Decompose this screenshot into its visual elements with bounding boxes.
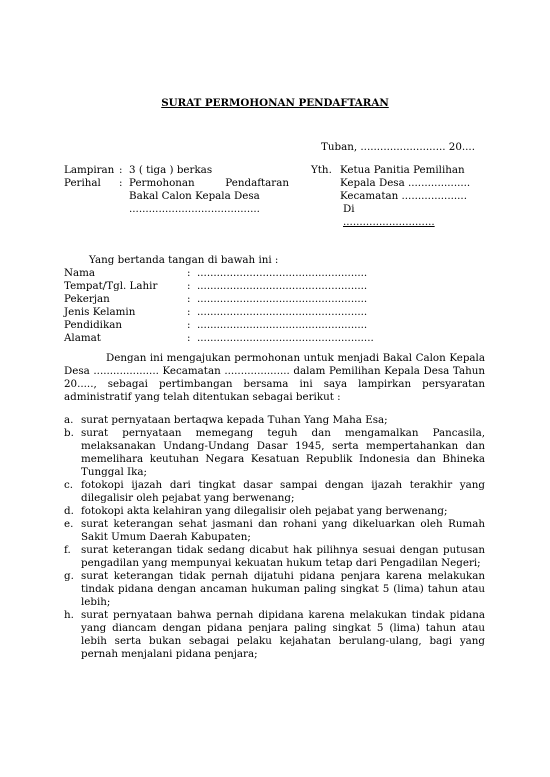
list-marker: a. bbox=[64, 414, 74, 426]
intro-text: Yang bertanda tangan di bawah ini : bbox=[89, 254, 279, 266]
body-paragraph: Dengan ini mengajukan permohonan untuk menjadi Bakal Calon Kepala Desa .................... Kecamatan .................... dalam Pemilihan Kepala Desa Tahun 20....., sebagai pertimbangan bersama ini saya lampirkan persyaratan administratif yang telah ditentukan sebagai berikut : bbox=[64, 352, 485, 403]
list-text: surat keterangan sehat jasmani dan rohani yang dikeluarkan oleh Rumah Sakit Umum Daerah Kabupaten; bbox=[81, 518, 485, 543]
document-title: SURAT PERMOHONAN PENDAFTARAN bbox=[161, 97, 389, 109]
field-row bbox=[64, 306, 394, 319]
list-marker: c. bbox=[64, 479, 74, 491]
list-item bbox=[64, 505, 485, 518]
applicant-fields bbox=[64, 267, 394, 345]
field-value: .................................................... bbox=[197, 293, 368, 305]
list-marker: e. bbox=[64, 518, 74, 530]
field-row bbox=[64, 332, 394, 345]
yth-label: Yth. bbox=[311, 164, 332, 176]
field-colon: : bbox=[187, 332, 191, 344]
recipient-address bbox=[311, 164, 491, 229]
list-item bbox=[64, 544, 485, 570]
list-text: surat keterangan tidak pernah dijatuhi pidana penjara karena melakukan tindak pidana dengan ancaman hukuman paling singkat 5 (lima) tahun atau lebih; bbox=[81, 570, 485, 608]
field-label: Alamat bbox=[64, 332, 101, 344]
list-item bbox=[64, 427, 485, 479]
letter-meta bbox=[64, 164, 289, 216]
field-colon: : bbox=[187, 319, 191, 331]
field-label: Jenis Kelamin bbox=[64, 306, 136, 318]
field-value: .................................................... bbox=[197, 306, 368, 318]
perihal-row-2 bbox=[64, 190, 289, 203]
list-text: surat pernyataan bertaqwa kepada Tuhan Yang Maha Esa; bbox=[81, 414, 388, 426]
lampiran-value: 3 ( tiga ) berkas bbox=[129, 164, 213, 176]
perihal-row bbox=[64, 177, 289, 190]
list-marker: b. bbox=[64, 427, 74, 439]
perihal-value-1: Permohonan Pendaftaran bbox=[129, 177, 289, 189]
perihal-colon: : bbox=[119, 177, 123, 189]
lampiran-row bbox=[64, 164, 289, 177]
lampiran-label: Lampiran bbox=[64, 164, 115, 176]
list-item bbox=[64, 609, 485, 661]
field-label: Pendidikan bbox=[64, 319, 122, 331]
field-colon: : bbox=[187, 280, 191, 292]
recipient-line-4: Di bbox=[343, 203, 355, 215]
perihal-row-3 bbox=[64, 203, 289, 216]
recipient-line-3: Kecamatan .................... bbox=[340, 190, 467, 202]
list-item bbox=[64, 479, 485, 505]
list-item bbox=[64, 518, 485, 544]
recipient-line-2: Kepala Desa ................... bbox=[340, 177, 471, 189]
perihal-value-2: Bakal Calon Kepala Desa bbox=[129, 190, 260, 202]
lampiran-colon: : bbox=[119, 164, 123, 176]
field-value: .................................................... bbox=[197, 267, 368, 279]
field-colon: : bbox=[187, 306, 191, 318]
list-text: surat keterangan tidak sedang dicabut hak pilihnya sesuai dengan putusan pengadilan yang mempunyai kekuatan hukum tetap dari Pengadilan Negeri; bbox=[81, 544, 485, 569]
list-marker: g. bbox=[64, 570, 74, 582]
list-item bbox=[64, 570, 485, 609]
list-text: surat pernyataan memegang teguh dan mengamalkan Pancasila, melaksanakan Undang-Undang Dasar 1945, serta mempertahankan dan memelihara keutuhan Negara Kesatuan Republik Indonesia dan Bhineka Tunggal Ika; bbox=[81, 427, 485, 478]
perihal-label: Perihal bbox=[64, 177, 101, 189]
field-colon: : bbox=[187, 267, 191, 279]
list-marker: d. bbox=[64, 505, 74, 517]
field-label: Pekerjan bbox=[64, 293, 110, 305]
perihal-value-3: ........................................ bbox=[129, 203, 260, 215]
list-text: surat pernyataan bahwa pernah dipidana karena melakukan tindak pidana yang diancam dengan pidana penjara paling singkat 5 (lima) tahun atau lebih serta bukan sebagai pelaku kejahatan berulang-ulang, bagi yang pernah menjalani pidana penjara; bbox=[81, 609, 485, 660]
list-text: fotokopi ijazah dari tingkat dasar sampai dengan ijazah terakhir yang dilegalisir oleh pejabat yang berwenang; bbox=[81, 479, 485, 504]
field-row bbox=[64, 319, 394, 332]
recipient-line-1: Ketua Panitia Pemilihan bbox=[340, 164, 465, 176]
field-value: ...................................................... bbox=[197, 332, 374, 344]
place-date: Tuban, .......................... 20.... bbox=[321, 141, 475, 153]
field-label: Nama bbox=[64, 267, 96, 279]
list-item bbox=[64, 414, 485, 427]
list-marker: f. bbox=[64, 544, 71, 556]
list-marker: h. bbox=[64, 609, 74, 621]
field-row bbox=[64, 280, 394, 293]
recipient-line-5: ............................ bbox=[343, 216, 435, 228]
field-colon: : bbox=[187, 293, 191, 305]
field-row bbox=[64, 293, 394, 306]
requirements-list bbox=[64, 414, 485, 661]
list-text: fotokopi akta kelahiran yang dilegalisir oleh pejabat yang berwenang; bbox=[81, 505, 448, 517]
field-label: Tempat/Tgl. Lahir bbox=[64, 280, 158, 292]
field-value: .................................................... bbox=[197, 280, 368, 292]
field-row bbox=[64, 267, 394, 280]
field-value: .................................................... bbox=[197, 319, 368, 331]
